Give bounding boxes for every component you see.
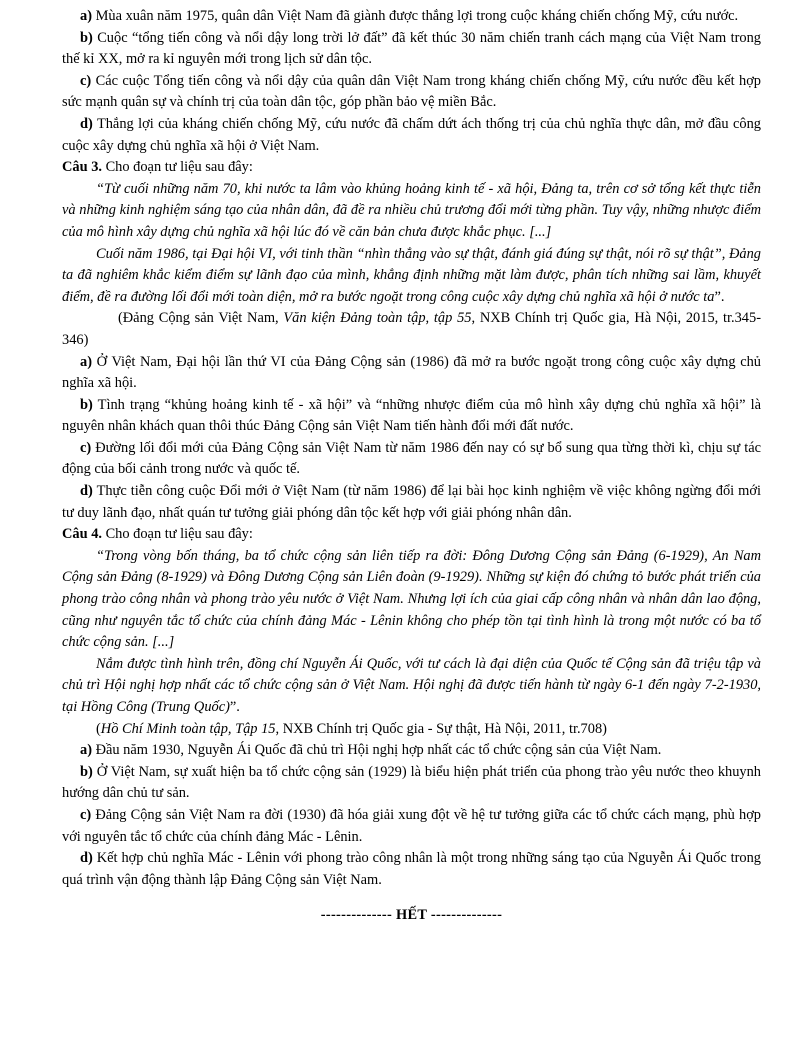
option-label: d) bbox=[80, 483, 93, 500]
q3-option-c bbox=[62, 438, 761, 481]
question-intro: Cho đoạn tư liệu sau đây: bbox=[101, 159, 253, 176]
q4-heading bbox=[62, 524, 761, 546]
option-text: Đầu năm 1930, Nguyễn Ái Quốc đã chủ trì Hội nghị hợp nhất các tổ chức cộng sản của Việt Nam. bbox=[92, 742, 662, 759]
quote-end: ”. bbox=[229, 699, 240, 715]
option-text: Đường lối đổi mới của Đảng Cộng sản Việt Nam từ năm 1986 đến nay có sự bổ sung qua từng thời kì, chịu sự tác động của bối cảnh trong nước và quốc tế. bbox=[62, 439, 761, 478]
quote-text: Cuối năm 1986, tại Đại hội VI, với tinh thần “nhìn thẳng vào sự thật, đánh giá đúng sự thật, nói rõ sự thật”, Đảng ta đã nghiêm khắc kiểm điểm sự lãnh đạo của mình, khẳng định những mặt làm được, phân tích những sai lầm, khuyết điểm, đề ra đường lối đổi mới toàn diện, mở ra bước ngoặt trong công cuộc xây dựng chủ nghĩa xã hội ở nước ta bbox=[62, 245, 761, 305]
q2-option-c bbox=[62, 71, 761, 114]
quote-end: ”. bbox=[714, 288, 725, 305]
source-pre: (Đảng Cộng sản Việt Nam, bbox=[118, 310, 284, 327]
option-label: d) bbox=[80, 115, 93, 132]
option-label: c) bbox=[80, 439, 92, 456]
q2-option-a bbox=[62, 6, 761, 28]
q2-option-d bbox=[62, 114, 761, 157]
option-label: c) bbox=[80, 72, 92, 89]
q3-source bbox=[62, 308, 761, 351]
option-text: Cuộc “tổng tiến công và nổi dậy long trời lở đất” đã kết thúc 30 năm chiến tranh cách mạng của Việt Nam trong thế kỉ XX, mở ra kỉ nguyên mới trong lịch sử dân tộc. bbox=[62, 29, 761, 68]
option-text: Tình trạng “khủng hoảng kinh tế - xã hội” và “những nhược điểm của mô hình xây dựng chủ nghĩa xã hội” là nguyên nhân khách quan thôi thúc Đảng Cộng sản Việt Nam tiến hành đổi mới đất nước. bbox=[62, 396, 761, 435]
quote-text: Nắm được tình hình trên, đồng chí Nguyễn Ái Quốc, với tư cách là đại diện của Quốc tế Cộng sản đã triệu tập và chủ trì Hội nghị hợp nhất các tổ chức cộng sản ở Việt Nam. Hội nghị đã được tiến hành từ ngày 6-1 đến ngày 7-2-1930, tại Hồng Công (Trung Quốc) bbox=[62, 655, 761, 715]
end-marker: -------------- HẾT -------------- bbox=[320, 907, 503, 924]
source-post: , NXB Chính trị Quốc gia, Hà Nội, 2015, tr.345-346) bbox=[62, 310, 761, 348]
option-text: Các cuộc Tổng tiến công và nổi dậy của quân dân Việt Nam trong kháng chiến chống Mỹ, cứu nước đều kết hợp sức mạnh quân sự và chính trị của toàn dân tộc, góp phần bảo vệ miền Bắc. bbox=[62, 72, 761, 111]
q2-option-b bbox=[62, 28, 761, 71]
option-label: b) bbox=[80, 396, 93, 413]
option-text: Thắng lợi của kháng chiến chống Mỹ, cứu nước đã chấm dứt ách thống trị của chủ nghĩa thực dân, mở đầu công cuộc xây dựng chủ nghĩa xã hội ở Việt Nam. bbox=[62, 115, 761, 154]
q4-option-a bbox=[62, 740, 761, 762]
q3-option-d bbox=[62, 481, 761, 524]
q4-quote-2 bbox=[62, 654, 761, 719]
option-text: Ở Việt Nam, Đại hội lần thứ VI của Đảng Cộng sản (1986) đã mở ra bước ngoặt trong công cuộc xây dựng chủ nghĩa xã hội. bbox=[62, 353, 761, 392]
option-label: b) bbox=[80, 29, 93, 46]
q3-option-a bbox=[62, 352, 761, 395]
q4-option-d bbox=[62, 848, 761, 891]
q3-heading bbox=[62, 157, 761, 179]
q3-option-b bbox=[62, 395, 761, 438]
option-text: Đảng Cộng sản Việt Nam ra đời (1930) đã hóa giải xung đột về hệ tư tưởng giữa các tổ chức cách mạng, phù hợp với nguyên tắc tổ chức của chính đảng Mác - Lênin. bbox=[62, 806, 761, 845]
q4-option-c bbox=[62, 805, 761, 848]
option-label: a) bbox=[80, 353, 92, 370]
option-label: b) bbox=[80, 763, 93, 780]
option-label: a) bbox=[80, 8, 92, 24]
q4-source bbox=[62, 719, 761, 741]
option-label: a) bbox=[80, 742, 92, 759]
source-title: Văn kiện Đảng toàn tập, tập 55 bbox=[283, 310, 472, 327]
option-text: Kết hợp chủ nghĩa Mác - Lênin với phong trào công nhân là một trong những sáng tạo của Nguyễn Ái Quốc trong quá trình vận động thành lập Đảng Cộng sản Việt Nam. bbox=[62, 850, 761, 888]
source-post: , NXB Chính trị Quốc gia - Sự thật, Hà Nội, 2011, tr.708) bbox=[275, 720, 607, 737]
option-label: d) bbox=[80, 850, 93, 867]
q4-option-b bbox=[62, 762, 761, 805]
option-text: Ở Việt Nam, sự xuất hiện ba tổ chức cộng sản (1929) là biểu hiện phát triển của phong trào yêu nước theo khuynh hướng dân chủ tư sản. bbox=[62, 763, 761, 802]
source-pre: ( bbox=[96, 720, 101, 737]
option-label: c) bbox=[80, 806, 92, 823]
question-intro: Cho đoạn tư liệu sau đây: bbox=[101, 526, 253, 543]
question-label: Câu 3. bbox=[62, 159, 102, 176]
option-text: Thực tiễn công cuộc Đổi mới ở Việt Nam (từ năm 1986) để lại bài học kinh nghiệm về việc không ngừng đổi mới tư duy lãnh đạo, nhất quán tư tưởng giải phóng dân tộc kết hợp với giải phóng nhân dân. bbox=[62, 483, 761, 521]
source-title: Hồ Chí Minh toàn tập, Tập 15 bbox=[100, 720, 276, 737]
question-label: Câu 4. bbox=[62, 526, 102, 543]
option-text: Mùa xuân năm 1975, quân dân Việt Nam đã giành được thắng lợi trong cuộc kháng chiến chống Mỹ, cứu nước. bbox=[92, 8, 739, 24]
q3-quote-1: “Từ cuối những năm 70, khi nước ta lâm vào khủng hoảng kinh tế - xã hội, Đảng ta, trên cơ sở tổng kết thực tiễn và những kinh nghiệm sáng tạo của nhân dân, đã đề ra nhiều chủ trương đổi mới từng phần. Tuy vậy, những nhược điểm của mô hình xây dựng chủ nghĩa xã hội lúc đó về căn bản chưa được khắc phục. [...] bbox=[62, 180, 761, 240]
q3-quote-2 bbox=[62, 244, 761, 309]
q4-quote-1: “Trong vòng bốn tháng, ba tổ chức cộng sản liên tiếp ra đời: Đông Dương Cộng sản Đảng (6-1929), An Nam Cộng sản Đảng (8-1929) và Đông Dương Cộng sản Liên đoàn (9-1929). Những sự kiện đó chứng tỏ bước phát triển của phong trào công nhân và phong trào yêu nước ở Việt Nam. Nhưng lợi ích của giai cấp công nhân và nhân dân lao động, cũng như nguyên tắc tổ chức của chính đảng Mác - Lênin không cho phép tồn tại tình hình là trong một nước có ba tổ chức cộng sản. [...] bbox=[62, 547, 761, 651]
